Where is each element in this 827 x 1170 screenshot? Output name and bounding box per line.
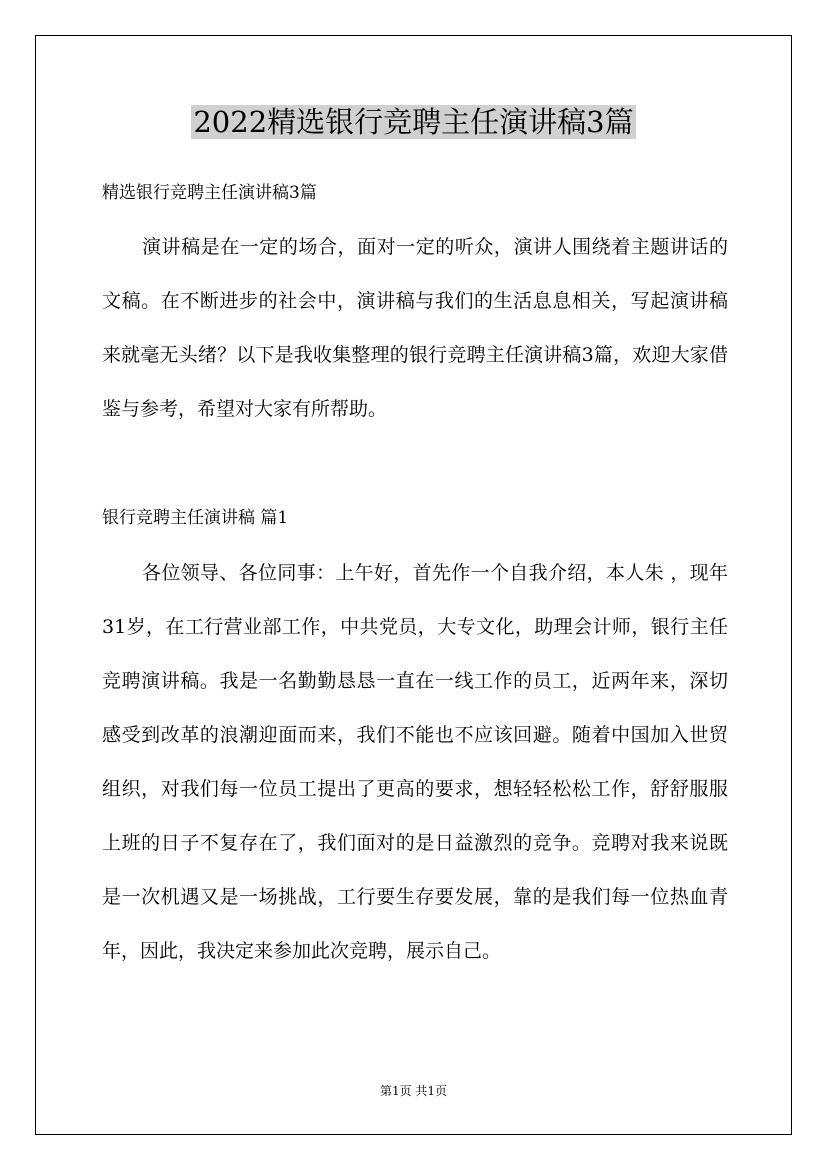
body-paragraph: 各位领导、各位同事：上午好，首先作一个自我介绍，本人朱 ，现年31岁，在工行营业部工作，中共党员，大专文化，助理会计师，银行主任竞聘演讲稿。我是一名勤勤恳恳一直在一线工作的员工，近两年来，深切感受到改革的浪潮迎面而来，我们不能也不应该回避。随着中国加入世贸组织，对我们每一位员工提出了更高的要求，想轻轻松松工作，舒舒服服上班的日子不复存在了，我们面对的是日益激烈的竞争。竞聘对我来说既是一次机遇又是一场挑战，工行要生存要发展，靠的是我们每一位热血青年，因此，我决定来参加此次竞聘，展示自己。	[102, 562, 728, 962]
intro-paragraph: 演讲稿是在一定的场合，面对一定的听众，演讲人围绕着主题讲话的文稿。在不断进步的社会中，演讲稿与我们的生活息息相关，写起演讲稿来就毫无头绪？以下是我收集整理的银行竞聘主任演讲稿3篇，欢迎大家借鉴与参考，希望对大家有所帮助。	[102, 236, 728, 420]
document-title	[0, 102, 827, 142]
page-footer: 第1页 共1页	[379, 1084, 448, 1098]
document-subtitle: 精选银行竞聘主任演讲稿3篇	[102, 183, 317, 203]
document-title-text: 2022精选银行竞聘主任演讲稿3篇	[193, 105, 634, 139]
section-heading: 银行竞聘主任演讲稿 篇1	[102, 508, 289, 528]
